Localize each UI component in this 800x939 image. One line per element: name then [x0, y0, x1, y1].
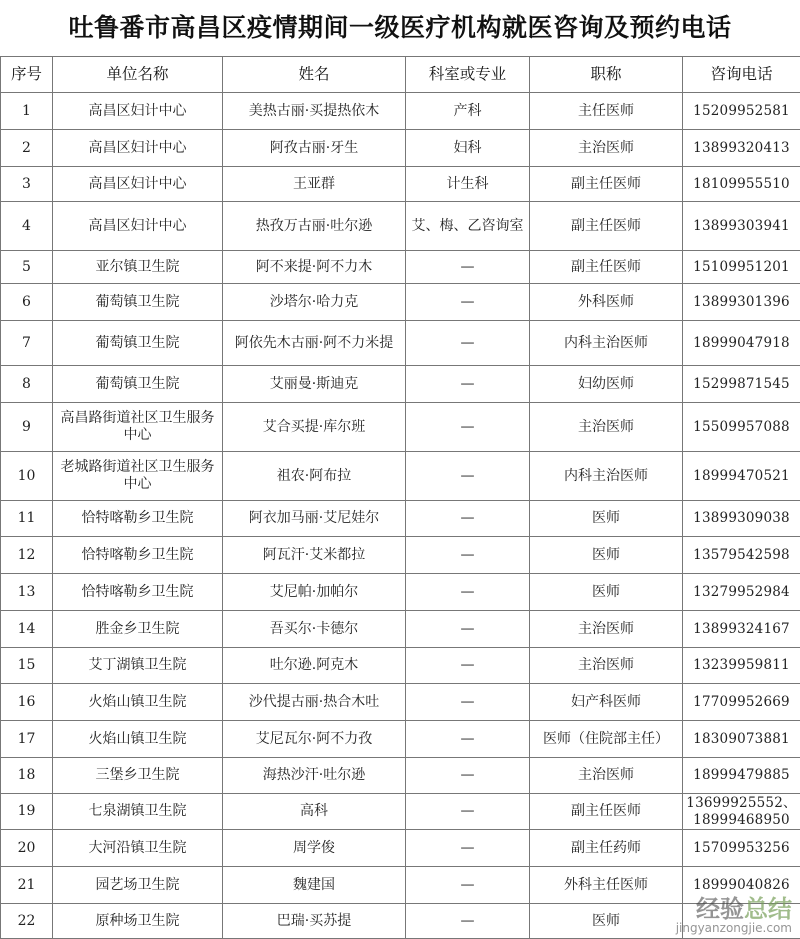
cell-phone: 13579542598 [683, 537, 800, 574]
cell-phone: 13239959811 [683, 648, 800, 684]
watermark-text-b: 总结 [744, 895, 792, 923]
cell-no: 7 [1, 321, 53, 366]
cell-phone: 13899320413 [683, 130, 800, 167]
cell-phone: 13899303941 [683, 202, 800, 251]
cell-no: 5 [1, 251, 53, 284]
cell-unit: 火焰山镇卫生院 [53, 721, 223, 758]
cell-dept: 计生科 [406, 167, 530, 202]
table-row [1, 366, 800, 403]
table-row [1, 794, 800, 830]
cell-title: 主治医师 [530, 648, 683, 684]
cell-phone: 13279952984 [683, 574, 800, 611]
cell-dept: — [406, 284, 530, 321]
cell-phone: 15299871545 [683, 366, 800, 403]
cell-dept: — [406, 648, 530, 684]
cell-name: 巴瑞·买苏提 [223, 904, 406, 939]
table-row [1, 574, 800, 611]
cell-unit: 老城路街道社区卫生服务中心 [53, 452, 223, 501]
cell-unit: 高昌区妇计中心 [53, 93, 223, 130]
cell-dept: 产科 [406, 93, 530, 130]
cell-name: 祖农·阿布拉 [223, 452, 406, 501]
cell-no: 17 [1, 721, 53, 758]
cell-phone: 13899309038 [683, 501, 800, 537]
cell-title: 主治医师 [530, 130, 683, 167]
cell-phone: 15709953256 [683, 830, 800, 867]
cell-unit: 葡萄镇卫生院 [53, 321, 223, 366]
cell-title: 主治医师 [530, 403, 683, 452]
table-row [1, 403, 800, 452]
table-row [1, 758, 800, 794]
cell-unit: 恰特喀勒乡卫生院 [53, 537, 223, 574]
table-row [1, 501, 800, 537]
table-row [1, 321, 800, 366]
table-row [1, 537, 800, 574]
cell-name: 沙代提古丽·热合木吐 [223, 684, 406, 721]
cell-no: 1 [1, 93, 53, 130]
cell-name: 高科 [223, 794, 406, 830]
cell-name: 阿不来提·阿不力木 [223, 251, 406, 284]
cell-unit: 高昌区妇计中心 [53, 130, 223, 167]
cell-phone: 15109951201 [683, 251, 800, 284]
cell-title: 内科主治医师 [530, 321, 683, 366]
cell-title: 医师 [530, 574, 683, 611]
cell-name: 艾尼帕·加帕尔 [223, 574, 406, 611]
cell-no: 10 [1, 452, 53, 501]
cell-dept: 妇科 [406, 130, 530, 167]
cell-unit: 恰特喀勒乡卫生院 [53, 501, 223, 537]
contact-table [0, 56, 800, 939]
cell-title: 副主任药师 [530, 830, 683, 867]
cell-name: 阿依先木古丽·阿不力米提 [223, 321, 406, 366]
header-no: 序号 [1, 57, 53, 93]
table-row [1, 684, 800, 721]
cell-name: 艾尼瓦尔·阿不力孜 [223, 721, 406, 758]
cell-phone: 13699925552、18999468950 [683, 794, 800, 830]
cell-unit: 艾丁湖镇卫生院 [53, 648, 223, 684]
watermark-url: jingyanzongjie.com [675, 921, 792, 935]
cell-title: 副主任医师 [530, 202, 683, 251]
cell-unit: 葡萄镇卫生院 [53, 284, 223, 321]
site-watermark [676, 896, 792, 935]
cell-unit: 园艺场卫生院 [53, 867, 223, 904]
cell-title: 副主任医师 [530, 251, 683, 284]
cell-name: 魏建国 [223, 867, 406, 904]
table-header-row [1, 57, 800, 93]
cell-unit: 高昌区妇计中心 [53, 202, 223, 251]
cell-name: 海热沙汗·吐尔逊 [223, 758, 406, 794]
cell-dept: — [406, 794, 530, 830]
cell-name: 热孜万古丽·吐尔逊 [223, 202, 406, 251]
cell-phone: 18309073881 [683, 721, 800, 758]
cell-no: 9 [1, 403, 53, 452]
header-unit: 单位名称 [53, 57, 223, 93]
table-row [1, 167, 800, 202]
cell-dept: — [406, 366, 530, 403]
cell-no: 19 [1, 794, 53, 830]
cell-title: 医师 [530, 537, 683, 574]
cell-unit: 原种场卫生院 [53, 904, 223, 939]
header-name: 姓名 [223, 57, 406, 93]
table-row [1, 648, 800, 684]
cell-dept: — [406, 574, 530, 611]
cell-phone: 18109955510 [683, 167, 800, 202]
cell-no: 3 [1, 167, 53, 202]
cell-unit: 亚尔镇卫生院 [53, 251, 223, 284]
cell-phone: 13899301396 [683, 284, 800, 321]
table-row [1, 830, 800, 867]
cell-no: 2 [1, 130, 53, 167]
cell-unit: 七泉湖镇卫生院 [53, 794, 223, 830]
cell-name: 吐尔逊.阿克木 [223, 648, 406, 684]
cell-unit: 恰特喀勒乡卫生院 [53, 574, 223, 611]
cell-name: 王亚群 [223, 167, 406, 202]
cell-no: 8 [1, 366, 53, 403]
cell-dept: — [406, 684, 530, 721]
watermark-text-a: 经验 [696, 895, 744, 923]
cell-unit: 三堡乡卫生院 [53, 758, 223, 794]
cell-unit: 火焰山镇卫生院 [53, 684, 223, 721]
cell-title: 主任医师 [530, 93, 683, 130]
table-row [1, 611, 800, 648]
cell-no: 11 [1, 501, 53, 537]
cell-unit: 大河沿镇卫生院 [53, 830, 223, 867]
cell-name: 吾买尔·卡德尔 [223, 611, 406, 648]
cell-unit: 高昌区妇计中心 [53, 167, 223, 202]
table-row [1, 202, 800, 251]
cell-name: 沙塔尔·哈力克 [223, 284, 406, 321]
cell-no: 4 [1, 202, 53, 251]
cell-phone: 15509957088 [683, 403, 800, 452]
cell-title: 主治医师 [530, 758, 683, 794]
cell-name: 阿瓦汗·艾米都拉 [223, 537, 406, 574]
cell-dept: — [406, 251, 530, 284]
cell-phone: 18999047918 [683, 321, 800, 366]
header-title: 职称 [530, 57, 683, 93]
cell-dept: — [406, 501, 530, 537]
table-row [1, 284, 800, 321]
cell-no: 18 [1, 758, 53, 794]
cell-dept: — [406, 403, 530, 452]
cell-name: 艾丽曼·斯迪克 [223, 366, 406, 403]
cell-no: 15 [1, 648, 53, 684]
cell-no: 20 [1, 830, 53, 867]
cell-name: 艾合买提·库尔班 [223, 403, 406, 452]
cell-no: 13 [1, 574, 53, 611]
cell-name: 周学俊 [223, 830, 406, 867]
cell-dept: 艾、梅、乙咨询室 [406, 202, 530, 251]
page-title: 吐鲁番市高昌区疫情期间一级医疗机构就医咨询及预约电话 [68, 13, 732, 42]
cell-dept: — [406, 867, 530, 904]
cell-name: 美热古丽·买提热依木 [223, 93, 406, 130]
cell-no: 21 [1, 867, 53, 904]
table-row [1, 721, 800, 758]
header-dept: 科室或专业 [406, 57, 530, 93]
cell-no: 6 [1, 284, 53, 321]
cell-unit: 葡萄镇卫生院 [53, 366, 223, 403]
cell-dept: — [406, 452, 530, 501]
cell-no: 12 [1, 537, 53, 574]
cell-title: 主治医师 [530, 611, 683, 648]
table-row [1, 93, 800, 130]
header-phone: 咨询电话 [683, 57, 800, 93]
cell-title: 外科主任医师 [530, 867, 683, 904]
cell-title: 妇产科医师 [530, 684, 683, 721]
cell-title: 医师（住院部主任） [530, 721, 683, 758]
cell-name: 阿衣加马丽·艾尼娃尔 [223, 501, 406, 537]
cell-no: 14 [1, 611, 53, 648]
cell-no: 16 [1, 684, 53, 721]
cell-phone: 15209952581 [683, 93, 800, 130]
cell-name: 阿孜古丽·牙生 [223, 130, 406, 167]
cell-unit: 胜金乡卫生院 [53, 611, 223, 648]
cell-phone: 18999479885 [683, 758, 800, 794]
cell-title: 副主任医师 [530, 794, 683, 830]
cell-no: 22 [1, 904, 53, 939]
cell-phone: 17709952669 [683, 684, 800, 721]
cell-dept: — [406, 721, 530, 758]
cell-phone: 13899324167 [683, 611, 800, 648]
cell-title: 医师 [530, 501, 683, 537]
cell-phone: 18999470521 [683, 452, 800, 501]
cell-title: 副主任医师 [530, 167, 683, 202]
cell-phone: 18999040826 [683, 867, 800, 904]
cell-unit: 高昌路街道社区卫生服务中心 [53, 403, 223, 452]
cell-dept: — [406, 611, 530, 648]
cell-dept: — [406, 537, 530, 574]
table-row [1, 452, 800, 501]
cell-title: 外科医师 [530, 284, 683, 321]
cell-title: 妇幼医师 [530, 366, 683, 403]
cell-title: 内科主治医师 [530, 452, 683, 501]
cell-dept: — [406, 758, 530, 794]
cell-dept: — [406, 321, 530, 366]
cell-dept: — [406, 830, 530, 867]
cell-dept: — [406, 904, 530, 939]
table-row [1, 251, 800, 284]
table-row [1, 130, 800, 167]
cell-title: 医师 [530, 904, 683, 939]
